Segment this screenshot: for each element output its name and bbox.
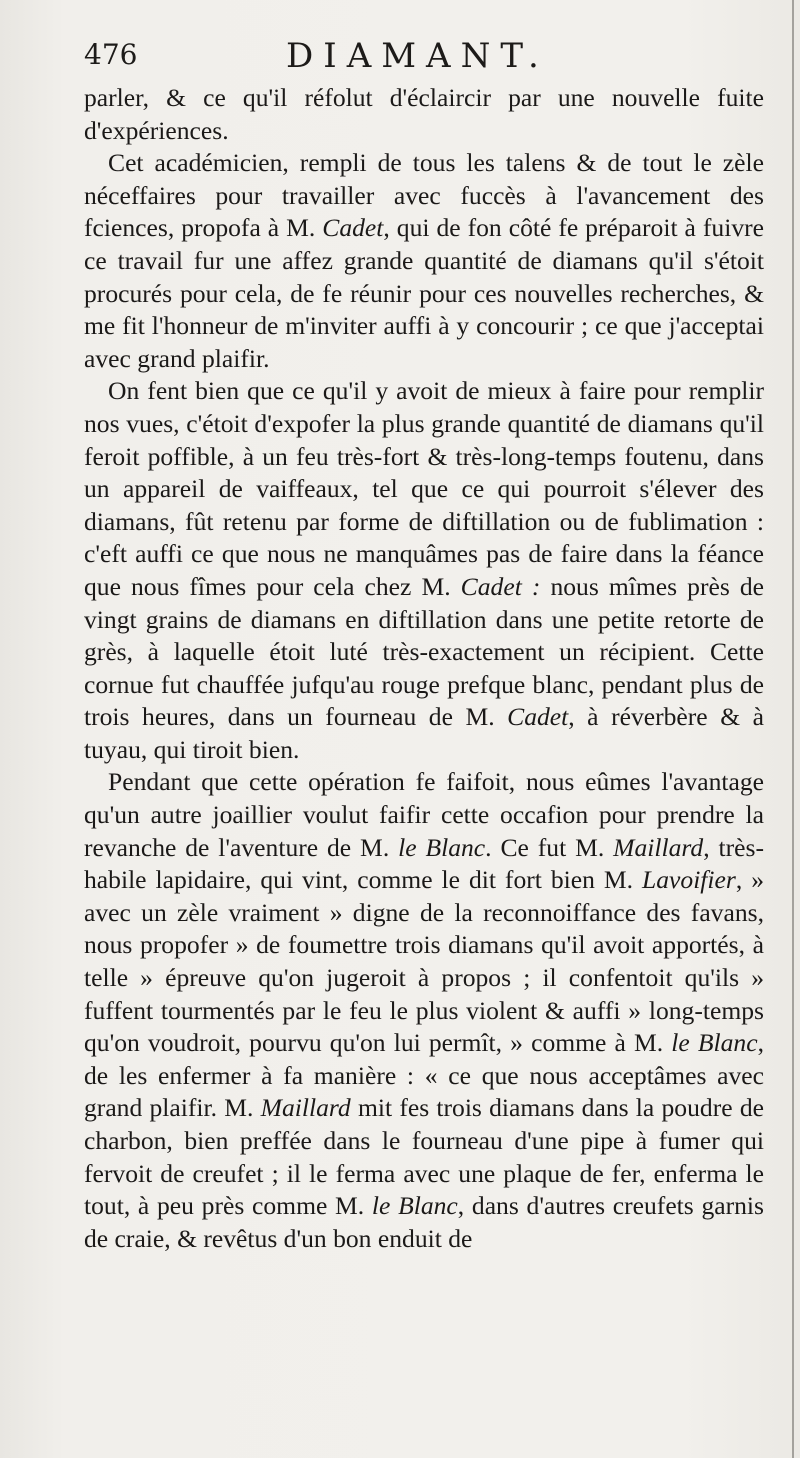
name-maillard: Maillard	[613, 832, 704, 862]
page-number: 476	[84, 38, 138, 71]
name-lavoisier: Lavoifier	[642, 865, 736, 895]
name-le-blanc: le Blanc	[371, 1191, 458, 1221]
paragraph-4-text-3: , très-habile lapidaire, qui vint, comme le dit fort bien M.	[84, 832, 764, 895]
paragraph-3-text-1: On fent bien que ce qu'il y avoit de mieux à faire pour remplir nos vues, c'étoit d'expofer la plus grande quantité de diamans qu'il feroit poffible, à un feu très-fort & très-long-temps foutenu, dans un appareil de vaiffeaux, tel que ce qui pourroit s'élever des diamans, fût retenu par forme de diftillation ou de fublimation : c'eft auffi ce que nous ne manquâmes pas de faire dans la féance que nous fîmes pour cela chez M.	[84, 376, 764, 601]
paragraph-4-text-2: . Ce fut M.	[485, 832, 614, 862]
name-le-blanc: le Blanc	[671, 1028, 758, 1058]
paragraph-1-text: parler, & ce qu'il réfolut d'éclaircir par une nouvelle fuite d'expériences.	[84, 83, 764, 145]
paragraph-2-text-1: Cet académicien, rempli de tous les talens & de tout le zèle néceffaires pour travailler avec fuccès à l'avancement des fciences, propofa à M.	[84, 148, 764, 243]
name-maillard: Maillard	[260, 1093, 351, 1123]
paragraph-4-text-5: , de les enfermer à fa manière : « ce que nous acceptâmes avec grand plaifir. M.	[84, 1028, 764, 1123]
body-text	[84, 82, 764, 1255]
paragraph-1	[84, 82, 764, 147]
running-head: DIAMANT.	[286, 36, 549, 76]
paragraph-3-text-2: nous mîmes près de vingt grains de diamans en diftillation dans une petite retorte de grès, à laquelle étoit luté très-exactement un récipient. Cette cornue fut chauffée jufqu'au rouge prefque blanc, pendant plus de trois heures, dans un fourneau de M.	[84, 571, 764, 732]
name-cadet: Cadet	[507, 702, 569, 732]
paragraph-3-text-3: , à réverbère & à tuyau, qui tiroit bien.	[84, 702, 764, 764]
name-le-blanc: le Blanc	[398, 832, 486, 862]
name-cadet: Cadet	[322, 213, 384, 243]
paragraph-4-text-4: , » avec un zèle vraiment » digne de la reconnoiffance des favans, nous propofer » de foumettre trois diamans qu'il avoit apportés, à telle » épreuve qu'on jugeroit à propos ; il confentoit qu'ils » fuffent tourmentés par le feu le plus violent & auffi » long-temps qu'on voudroit, pourvu qu'on lui permît, » comme à M.	[84, 865, 765, 1058]
paragraph-2-text-2: , qui de fon côté fe préparoit à fuivre ce travail fur une affez grande quantité de diamans qu'il s'étoit procurés pour cela, de fe réunir pour ces nouvelles recherches, & me fit l'honneur de m'inviter auffi à y concourir ; ce que j'acceptai avec grand plaifir.	[84, 213, 764, 373]
paragraph-4	[84, 766, 764, 1255]
paragraph-2	[84, 147, 764, 375]
page-header	[0, 36, 800, 76]
paragraph-4-text-1: Pendant que cette opération fe faifoit, nous eûmes l'avantage qu'un autre joaillier voulut faifir cette occafion pour prendre la revanche de l'aventure de M.	[84, 767, 764, 862]
paragraph-3	[84, 375, 764, 766]
page-edge	[792, 0, 794, 1458]
name-cadet: Cadet :	[460, 571, 541, 601]
paragraph-4-text-6: mit fes trois diamans dans la poudre de charbon, bien preffée dans le fourneau d'une pipe à fumer qui fervoit de creufet ; il le ferma avec une plaque de fer, enferma le tout, à peu près comme M.	[84, 1093, 764, 1221]
paragraph-4-text-7: , dans d'autres creufets garnis de craie, & revêtus d'un bon enduit de	[84, 1191, 764, 1253]
